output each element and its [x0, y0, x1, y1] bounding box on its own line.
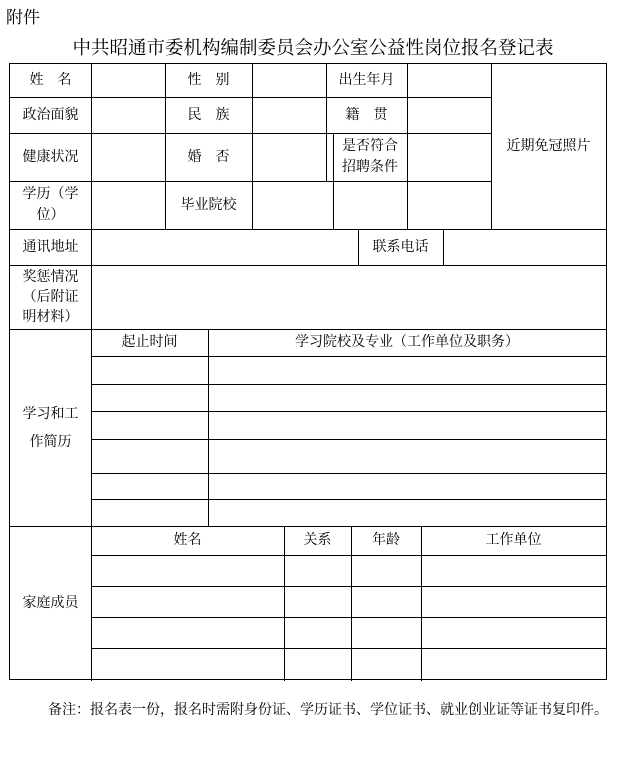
resume-detail-header: 学习院校及专业（工作单位及职务）: [295, 334, 519, 350]
marital-label: 婚 否: [187, 148, 230, 165]
family-label: 家庭成员: [22, 595, 79, 611]
footer-note: [22, 690, 612, 730]
school-label: 毕业院校: [180, 196, 237, 213]
native-place-label: 籍 贯: [345, 106, 388, 123]
name-label: 姓 名: [29, 72, 72, 88]
photo-label: 近期免冠照片: [506, 138, 591, 154]
ethnicity-label: 民 族: [187, 106, 230, 123]
eligible-label: 是否符合招聘条件: [342, 138, 398, 175]
resume-period-header: 起止时间: [121, 334, 178, 350]
family-relation-header: 关系: [303, 532, 332, 548]
form-title: 中共昭通市委机构编制委员会办公室公益性岗位报名登记表: [72, 38, 554, 59]
resume-label: 学习和工作简历: [22, 405, 79, 450]
political-label: 政治面貌: [22, 106, 79, 123]
attachment-label: 附件: [6, 8, 40, 28]
family-age-header: 年龄: [372, 532, 400, 548]
registration-form: [9, 63, 607, 680]
address-label: 通讯地址: [22, 238, 79, 255]
gender-label: 性 别: [187, 72, 230, 88]
family-work-header: 工作单位: [485, 532, 542, 548]
family-name-header: 姓名: [173, 532, 202, 548]
phone-label: 联系电话: [372, 238, 429, 255]
health-label: 健康状况: [22, 148, 79, 165]
birth-label: 出生年月: [338, 72, 395, 88]
awards-label: 奖惩情况（后附证明材料）: [22, 268, 79, 326]
education-label: 学历（学位）: [22, 186, 79, 223]
footer-note-text: 备注：报名表一份，报名时需附身份证、学历证书、学位证书、就业创业证等证书复印件。: [48, 702, 608, 718]
